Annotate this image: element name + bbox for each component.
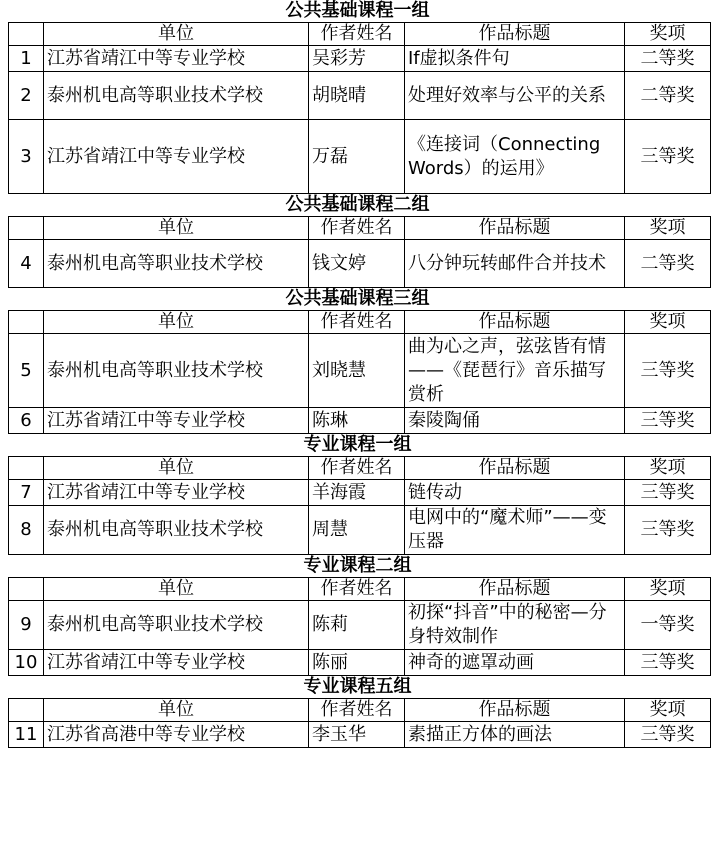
award-cell: 二等奖 [625,46,711,72]
header-award: 奖项 [625,311,711,334]
group-table [8,310,711,434]
work-title-cell: 《连接词（Connecting Words）的运用》 [405,120,625,194]
unit-cell: 泰州机电高等职业技术学校 [44,506,309,555]
header-author: 作者姓名 [309,217,405,240]
table-row [9,240,711,288]
header-author: 作者姓名 [309,578,405,601]
author-cell: 陈莉 [309,601,405,650]
header-num [9,457,44,480]
award-cell: 三等奖 [625,650,711,676]
header-unit: 单位 [44,699,309,722]
row-number: 5 [9,334,44,408]
header-row [9,699,711,722]
work-title-cell: 曲为心之声，弦弦皆有情——《琵琶行》音乐描写赏析 [405,334,625,408]
unit-cell: 江苏省靖江中等专业学校 [44,120,309,194]
table-row [9,72,711,120]
unit-cell: 江苏省靖江中等专业学校 [44,408,309,434]
award-cell: 二等奖 [625,240,711,288]
work-title-cell: 素描正方体的画法 [405,722,625,748]
award-cell: 二等奖 [625,72,711,120]
author-cell: 钱文婷 [309,240,405,288]
work-title-cell: 神奇的遮罩动画 [405,650,625,676]
header-num [9,699,44,722]
work-title-cell: 电网中的“魔术师”——变压器 [405,506,625,555]
header-author: 作者姓名 [309,23,405,46]
unit-cell: 江苏省靖江中等专业学校 [44,650,309,676]
header-unit: 单位 [44,217,309,240]
award-cell: 一等奖 [625,601,711,650]
header-title: 作品标题 [405,311,625,334]
row-number: 4 [9,240,44,288]
header-title: 作品标题 [405,578,625,601]
header-num [9,217,44,240]
header-row [9,457,711,480]
header-award: 奖项 [625,578,711,601]
table-row [9,120,711,194]
award-cell: 三等奖 [625,334,711,408]
header-unit: 单位 [44,578,309,601]
unit-cell: 泰州机电高等职业技术学校 [44,601,309,650]
unit-cell: 江苏省靖江中等专业学校 [44,480,309,506]
header-title: 作品标题 [405,217,625,240]
header-title: 作品标题 [405,23,625,46]
header-row [9,578,711,601]
group-table [8,577,711,676]
unit-cell: 泰州机电高等职业技术学校 [44,334,309,408]
row-number: 8 [9,506,44,555]
table-row [9,408,711,434]
header-author: 作者姓名 [309,311,405,334]
header-award: 奖项 [625,23,711,46]
header-author: 作者姓名 [309,457,405,480]
unit-cell: 泰州机电高等职业技术学校 [44,240,309,288]
header-title: 作品标题 [405,699,625,722]
header-award: 奖项 [625,699,711,722]
award-cell: 三等奖 [625,506,711,555]
header-award: 奖项 [625,457,711,480]
author-cell: 羊海霞 [309,480,405,506]
group-title: 专业课程二组 [303,555,412,576]
group-table [8,216,711,288]
table-row [9,601,711,650]
header-row [9,217,711,240]
award-cell: 三等奖 [625,480,711,506]
group-title: 公共基础课程二组 [285,194,430,215]
unit-cell: 江苏省高港中等专业学校 [44,722,309,748]
author-cell: 吴彩芳 [309,46,405,72]
header-title: 作品标题 [405,457,625,480]
author-cell: 陈丽 [309,650,405,676]
award-cell: 三等奖 [625,408,711,434]
group-table [8,22,711,194]
row-number: 3 [9,120,44,194]
table-row [9,722,711,748]
author-cell: 胡晓晴 [309,72,405,120]
author-cell: 周慧 [309,506,405,555]
header-author: 作者姓名 [309,699,405,722]
table-row [9,46,711,72]
group-title: 公共基础课程一组 [285,0,430,21]
work-title-cell: 秦陵陶俑 [405,408,625,434]
group-title: 专业课程一组 [303,434,412,455]
row-number: 11 [9,722,44,748]
table-row [9,334,711,408]
group-table [8,698,711,748]
author-cell: 陈琳 [309,408,405,434]
row-number: 2 [9,72,44,120]
row-number: 6 [9,408,44,434]
header-num [9,578,44,601]
award-cell: 三等奖 [625,120,711,194]
row-number: 7 [9,480,44,506]
work-title-cell: If虚拟条件句 [405,46,625,72]
header-unit: 单位 [44,457,309,480]
header-unit: 单位 [44,311,309,334]
header-num [9,23,44,46]
award-cell: 三等奖 [625,722,711,748]
work-title-cell: 初探“抖音”中的秘密—分身特效制作 [405,601,625,650]
header-num [9,311,44,334]
unit-cell: 江苏省靖江中等专业学校 [44,46,309,72]
table-row [9,506,711,555]
work-title-cell: 处理好效率与公平的关系 [405,72,625,120]
author-cell: 万磊 [309,120,405,194]
row-number: 9 [9,601,44,650]
table-row [9,480,711,506]
header-row [9,23,711,46]
unit-cell: 泰州机电高等职业技术学校 [44,72,309,120]
header-unit: 单位 [44,23,309,46]
author-cell: 刘晓慧 [309,334,405,408]
row-number: 1 [9,46,44,72]
table-row [9,650,711,676]
work-title-cell: 链传动 [405,480,625,506]
group-title: 公共基础课程三组 [285,288,430,309]
group-table [8,456,711,555]
group-title: 专业课程五组 [303,676,412,697]
author-cell: 李玉华 [309,722,405,748]
header-row [9,311,711,334]
row-number: 10 [9,650,44,676]
work-title-cell: 八分钟玩转邮件合并技术 [405,240,625,288]
header-award: 奖项 [625,217,711,240]
